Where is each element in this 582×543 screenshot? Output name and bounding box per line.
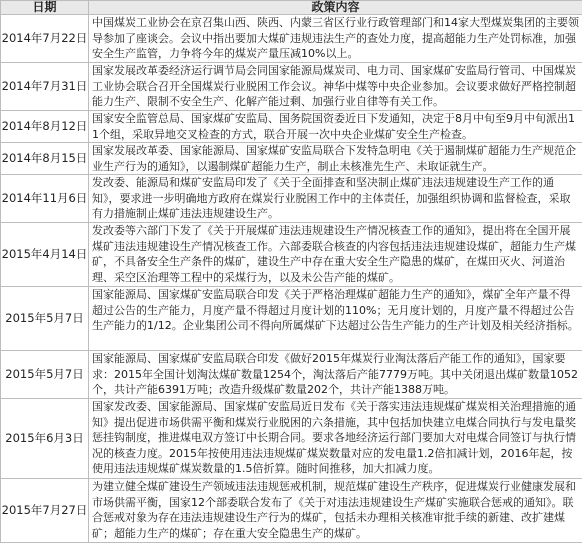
table-row [1, 223, 582, 287]
table-row [1, 143, 582, 175]
row-content: 国家能源局、国家煤矿安监局联合印发《关于严格治理煤矿超能力生产的通知》，煤矿全年产量不得超过公告的生产能力，月度产量不得超过月度计划的110%；无月度计划的，月度产量不得超过公告生产能力的1/12。企业集团公司不得向所属煤矿下达超过公告生产能力的生产计划及相关经济指标。 [89, 287, 582, 351]
row-date: 2015年5月7日 [1, 287, 89, 351]
table-row [1, 399, 582, 479]
table-row [1, 111, 582, 143]
row-date: 2014年7月31日 [1, 63, 89, 111]
row-content: 国家能源局、国家煤矿安监局联合印发《做好2015年煤炭行业淘汰落后产能工作的通知》，国家要求：2015年全国计划淘汰煤矿数量1254个，淘汰落后产能7779万吨。其中关闭退出煤矿数量1052个，共计产能6391万吨；改造升级煤矿数量202个，共计产能1388万吨。 [89, 351, 582, 399]
row-date: 2015年7月27日 [1, 479, 89, 543]
table-header-row [1, 1, 582, 15]
table-row [1, 479, 582, 543]
row-content: 中国煤炭工业协会在京召集山西、陕西、内蒙三省区行业行政管理部门和14家大型煤炭集团的主要领导参加了座谈会。会议中指出要加大煤矿违规违法生产的查处力度，提高超能力生产处罚标准，加强安全生产监管，力争将今年的煤炭产量压减10%以上。 [89, 15, 582, 63]
table-row [1, 351, 582, 399]
row-content: 发改委、能源局和煤矿安监局印发了《关于全面排查和坚决制止煤矿违法违规建设生产工作的通知》，要求进一步明确地方政府在煤炭行业脱困工作中的主体责任，加强组织协调和监督检查，采取有力措施制止煤矿违法违规建设生产。 [89, 175, 582, 223]
row-content: 为建立健全煤矿建设生产领域违法违规惩戒机制，规范煤矿建设生产秩序，促进煤炭行业健康发展和市场供需平衡，国家12个部委联合发布了《关于对违法违规建设生产煤矿实施联合惩戒的通知》。联合惩戒对象为存在违法违规建设生产行为的煤矿，包括未办理相关核准审批手续的新建、改扩建煤矿；超能力生产的煤矿；存在重大安全隐患生产的煤矿。 [89, 479, 582, 543]
table-row [1, 175, 582, 223]
row-content: 国家发展改革委经济运行调节局会同国家能源局煤炭司、电力司、国家煤矿安监局行管司、中国煤炭工业协会联合召开全国煤炭行业脱困工作会议。神华中煤等中央企业参加。会议要求做好严格控制超能力生产、限制不安全生产、化解产能过剩、加强行业自律等有关工作。 [89, 63, 582, 111]
row-content: 发改委等六部门下发了《关于开展煤矿违法违规建设生产情况核查工作的通知》，提出将在全国开展煤矿违法违规建设生产情况核查工作。六部委联合核查的内容包括违法违规建设煤矿，超能力生产煤矿，不具备安全生产条件的煤矿，建设生产中存在重大安全生产隐患的煤矿，在煤田灭火、河道治理、采空区治理等工程中的采煤行为，以及未公告产能的煤矿。 [89, 223, 582, 287]
row-date: 2015年5月7日 [1, 351, 89, 399]
table-row [1, 63, 582, 111]
table-row [1, 15, 582, 63]
row-date: 2014年8月15日 [1, 143, 89, 175]
row-date: 2014年11月6日 [1, 175, 89, 223]
row-date: 2015年4月14日 [1, 223, 89, 287]
row-date: 2015年6月3日 [1, 399, 89, 479]
row-content: 国家发改委、国家能源局、国家煤矿安监局近日发布《关于落实违法违规煤矿煤炭相关治理措施的通知》提出促进市场供需平衡和煤炭行业脱困的六条措施，其中包括加快建立电煤合同执行与发电量奖惩挂钩制度，推进煤电双方签订中长期合同。要求各地经济运行部门要加大对电煤合同签订与执行情况的核查力度。2015年按使用违法违规煤矿煤炭数量对应的发电量1.2倍扣减计划，2016年起，按使用违法违规煤矿煤炭数量的1.5倍折算。随时间推移，加大扣减力度。 [89, 399, 582, 479]
row-content: 国家发展改革委、国家能源局、国家煤矿安监局联合下发特急明电《关于遏制煤矿超能力生产规范企业生产行为的通知》，以遏制煤矿超能力生产，制止未核准先生产、未取证就生产。 [89, 143, 582, 175]
table-row [1, 287, 582, 351]
row-date: 2014年7月22日 [1, 15, 89, 63]
content-column-header: 政策内容 [89, 1, 582, 15]
date-column-header: 日期 [1, 1, 89, 15]
row-date: 2014年8月12日 [1, 111, 89, 143]
row-content: 国家安全监管总局、国家煤矿安监局、国务院国资委近日下发通知，决定于8月中旬至9月中旬派出11个组，采取异地交叉检查的方式，联合开展一次中央企业煤矿安全生产检查。 [89, 111, 582, 143]
